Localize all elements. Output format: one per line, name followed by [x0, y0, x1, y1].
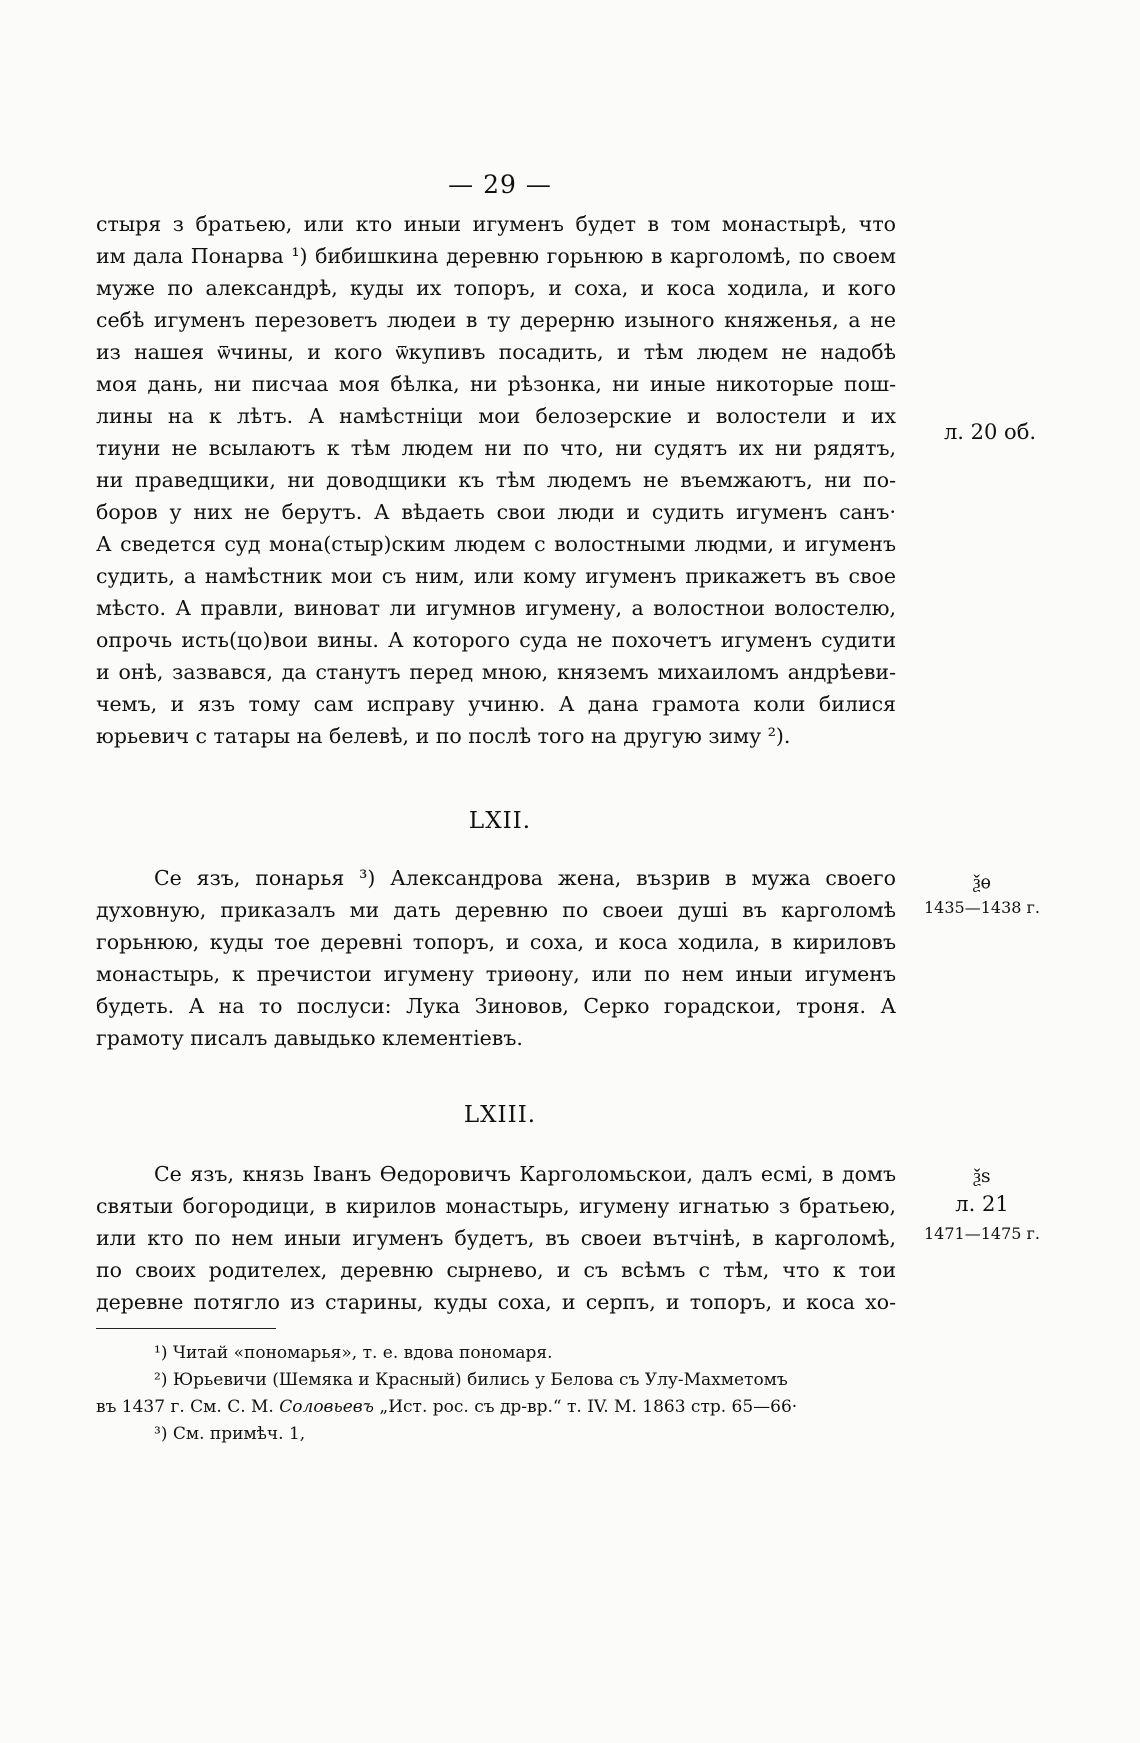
- doc61-text: [96, 208, 896, 752]
- text-line: и онѣ, зазвався, да станутъ перед мною, княземъ михаиломъ андрѣеви-: [96, 660, 896, 684]
- footnote-2: [96, 1367, 896, 1394]
- margin-date-lxii: 1435—1438 г.: [924, 898, 1040, 917]
- margin-number-lxiii: ѯѕ: [973, 1165, 991, 1187]
- margin-date-lxiii: 1471—1475 г.: [924, 1224, 1040, 1243]
- footnote-mark: ²): [154, 1370, 168, 1390]
- footnote-3: [96, 1421, 896, 1448]
- margin-folio-21: л. 21: [955, 1192, 1009, 1216]
- page-number: — 29 —: [448, 170, 552, 199]
- text-line: монастырь, к пречистои игумену триѳону, или по нем иныи игуменъ: [96, 962, 896, 986]
- text-line: будеть. А на то послуси: Лука Зиновов, Серко горадскои, троня. А: [96, 994, 896, 1018]
- footnote-1: [96, 1340, 896, 1367]
- text-line: святыи богородици, в кирилов монастырь, игумену игнатью з братьею,: [96, 1194, 896, 1218]
- margin-number-lxii: ѯѳ: [973, 871, 991, 893]
- footnote-2-continuation: [96, 1394, 896, 1421]
- footnote-text: Юрьевичи (Шемяка и Красный) бились у Белова съ Улу-Махметомъ: [172, 1370, 788, 1390]
- text-line: духовную, приказалъ ми дать деревню по своеи душі въ карголомѣ: [96, 898, 896, 922]
- text-line: судить, а намѣстник мои съ ним, или кому игуменъ прикажетъ въ свое: [96, 564, 896, 588]
- text-line: себѣ игуменъ перезоветъ людеи в ту дерерню изыного княженья, а не: [96, 308, 896, 332]
- text-line: или кто по нем иныи игуменъ будетъ, въ своеи вътчінѣ, в карголомѣ,: [96, 1226, 896, 1250]
- section-heading-lxiii: LXIII.: [463, 1102, 537, 1128]
- text-line: горьнюю, куды тое деревні топоръ, и соха, и коса ходила, в кириловъ: [96, 930, 896, 954]
- text-line: тиуни не всылаютъ к тѣм людем ни по что, ни судятъ их ни рядятъ,: [96, 436, 896, 460]
- text-line: деревне потягло из старины, куды соха, и серпъ, и топоръ, и коса хо-: [96, 1290, 896, 1314]
- footnote-text: „Ист. рос. съ др-вр.“ т. IV. М. 1863 стр. 65—66·: [379, 1397, 798, 1417]
- doc63-text: [96, 1158, 896, 1318]
- text-line: Се язъ, понарья ³) Александрова жена, възрив в мужа своего: [154, 866, 896, 890]
- text-line: по своих родителех, деревню сырнево, и съ всѣмъ с тѣм, что к тои: [96, 1258, 896, 1282]
- text-line: им дала Понарва ¹) бибишкина деревню горьнюю в карголомѣ, по своем: [96, 244, 896, 268]
- text-line: муже по александрѣ, куды их топоръ, и соха, и коса ходила, и кого: [96, 276, 896, 300]
- text-line: из нашея ѿчины, и кого ѿкупивъ посадить, и тѣм людем не надобѣ: [96, 340, 896, 364]
- footnote-text: въ 1437 г. См. С. М.: [96, 1397, 274, 1417]
- footnote-author: Соловьевъ: [279, 1397, 374, 1417]
- footnote-text: Читай «пономарья», т. е. вдова пономаря.: [172, 1343, 553, 1363]
- footnote-text: См. примѣч. 1,: [172, 1424, 306, 1444]
- text-line: А сведется суд мона(стыр)ским людем с волостными людми, и игуменъ: [96, 532, 896, 556]
- footnotes: [96, 1340, 896, 1448]
- text-line: грамоту писалъ давыдько клементіевъ.: [96, 1026, 523, 1050]
- text-line: моя дань, ни писчаа моя бѣлка, ни рѣзонка, ни иные никоторые пош-: [96, 372, 896, 396]
- margin-folio-20ob: л. 20 об.: [943, 420, 1037, 444]
- footnote-mark: ³): [154, 1424, 168, 1444]
- text-line: мѣсто. А правли, виноват ли игумнов игумену, а волостнои волостелю,: [96, 596, 896, 620]
- footnote-mark: ¹): [154, 1343, 168, 1363]
- text-line: стыря з братьею, или кто иныи игуменъ будет в том монастырѣ, что: [96, 212, 896, 236]
- text-line: юрьевич с татары на белевѣ, и по послѣ того на другую зиму ²).: [96, 724, 791, 748]
- text-line: лины на к лѣтъ. А намѣстніци мои белозерские и волостели и их: [96, 404, 896, 428]
- doc62-text: [96, 862, 896, 1054]
- text-line: ни праведщики, ни доводщики къ тѣм людемъ не въемжаютъ, ни по-: [96, 468, 896, 492]
- text-line: Се язъ, князь Іванъ Ѳедоровичъ Карголомьскои, далъ есмі, в домъ: [154, 1162, 896, 1186]
- section-heading-lxii: LXII.: [468, 808, 532, 834]
- text-line: чемъ, и язъ тому сам исправу учиню. А дана грамота коли билися: [96, 692, 896, 716]
- text-line: опрочь исть(цо)вои вины. А которого суда не похочетъ игуменъ судити: [96, 628, 896, 652]
- text-line: боров у них не берутъ. А вѣдаеть свои люди и судить игуменъ санъ·: [96, 500, 896, 524]
- footnote-rule: [96, 1328, 276, 1329]
